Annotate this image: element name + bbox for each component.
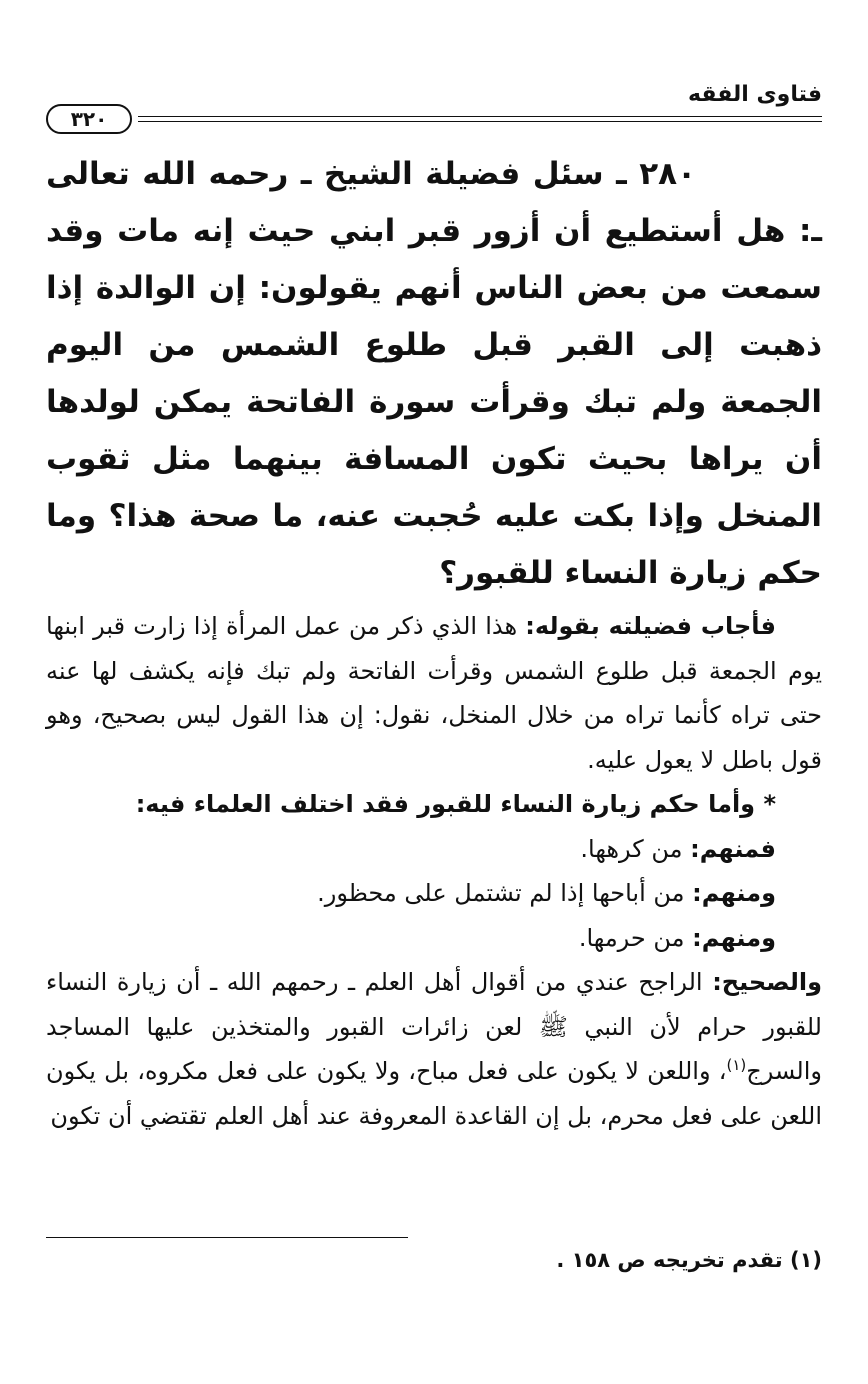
opinion-item xyxy=(46,916,822,961)
opinion-label: ومنهم: xyxy=(692,923,776,952)
page-number: ٣٢٠ xyxy=(46,104,132,134)
footnote-text: تقدم تخريجه ص ١٥٨ . xyxy=(556,1248,783,1272)
correct-text-part-1: الراجح عندي من أقوال أهل العلم ـ رحمهم الله ـ أن زيارة النساء للقبور حرام لأن النبي ﷺ لعن زائرات القبور والمتخذين عليها المساجد والسرج xyxy=(46,968,822,1085)
correct-opinion-paragraph xyxy=(46,960,822,1138)
header-rule xyxy=(138,116,822,117)
opinion-item xyxy=(46,827,822,872)
opinion-label: فمنهم: xyxy=(690,834,776,863)
answer-section xyxy=(46,604,822,1138)
question-paragraph xyxy=(46,146,822,602)
opinion-text: من أباحها إذا لم تشتمل على محظور. xyxy=(317,879,685,907)
opinion-text: من حرمها. xyxy=(578,923,685,952)
header-rule-second xyxy=(138,121,822,122)
document-page xyxy=(46,70,822,1330)
opinion-item xyxy=(46,871,822,916)
opinion-text: من كرهها. xyxy=(580,834,683,863)
ruling-heading: * وأما حكم زيارة النساء للقبور فقد اختلف العلماء فيه: xyxy=(135,790,776,818)
footnote-reference[interactable]: (١) xyxy=(726,1056,747,1074)
footnote-number: (١) xyxy=(789,1248,822,1272)
question-text: ـ سئل فضيلة الشيخ ـ رحمه الله تعالى ـ: هل أستطيع أن أزور قبر ابني حيث إنه مات وقد سمعت من بعض الناس أنهم يقولون: إن الوالدة إذا ذهبت إلى القبر قبل طلوع الشمس من اليوم الجمعة ولم تبك وقرأت سورة الفاتحة يمكن لولدها أن يراها بحيث تكون المسافة بينهما مثل ثقوب المنخل وإذا بكت عليه حُجبت عنه، ما صحة هذا؟ وما حكم زيارة النساء للقبور؟ xyxy=(46,156,822,591)
opinion-label: ومنهم: xyxy=(692,879,776,907)
running-title: فتاوى الفقه xyxy=(688,82,822,107)
page-header xyxy=(46,70,822,132)
correct-text-part-2: ، واللعن لا يكون على فعل مباح، ولا يكون على فعل مكروه، بل يكون اللعن على فعل محرم، بل إن القاعدة المعروفة عند أهل العلم تقتضي أن تكون xyxy=(46,1057,822,1130)
answer-intro-label: فأجاب فضيلته بقوله: xyxy=(525,612,776,640)
footnote xyxy=(556,1248,822,1272)
answer-intro-text: هذا الذي ذكر من عمل المرأة إذا زارت قبر ابنها يوم الجمعة قبل طلوع الشمس وقرأت الفاتحة ولم تبك فإنه يكشف لها عنه حتى تراه كأنما تراه من خلال المنخل، نقول: إن هذا القول ليس بصحيح، وهو قول باطل لا يعول عليه. xyxy=(46,612,822,774)
correct-label: والصحيح: xyxy=(712,968,822,996)
footnote-rule xyxy=(46,1237,408,1238)
question-number: ٢٨٠ xyxy=(639,156,696,192)
answer-intro xyxy=(46,604,822,782)
